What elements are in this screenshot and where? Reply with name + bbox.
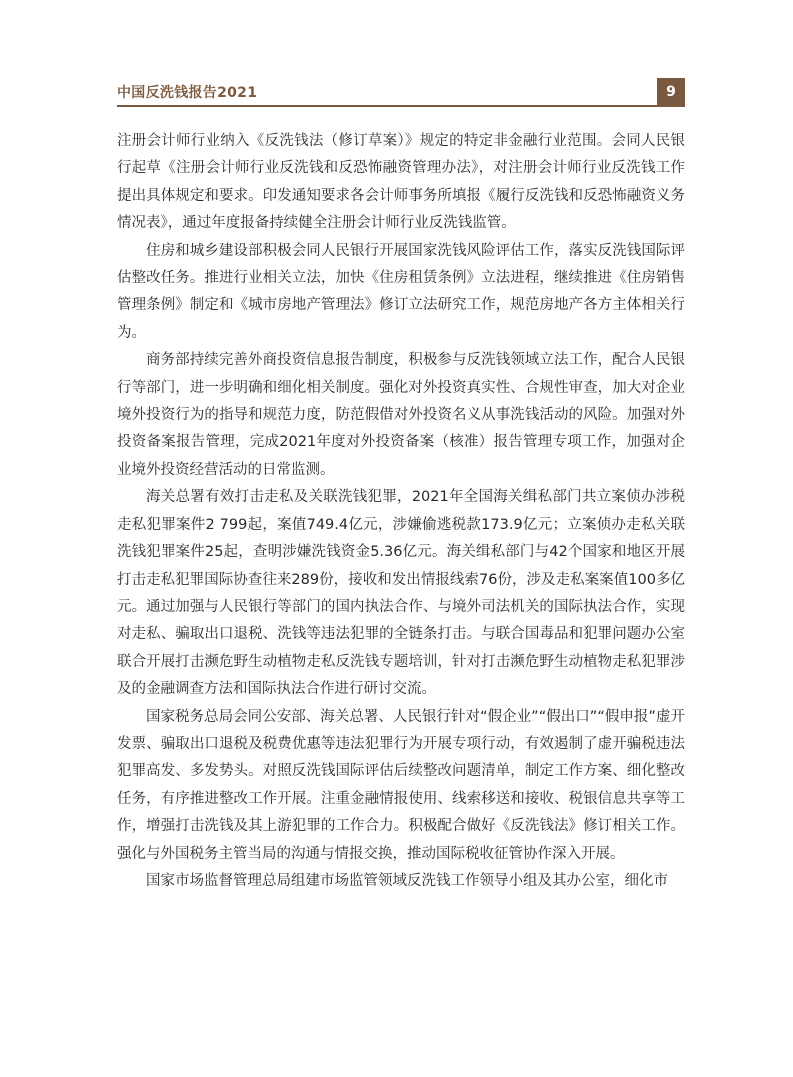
paragraph-market-regulation: 国家市场监督管理总局组建市场监管领域反洗钱工作领导小组及其办公室，细化市 bbox=[146, 872, 668, 889]
body-text bbox=[117, 128, 685, 895]
page-number: 9 bbox=[657, 78, 685, 106]
paragraph-commerce-ministry: 商务部持续完善外商投资信息报告制度，积极参与反洗钱领域立法工作，配合人民银行等部门，进一步明确和细化相关制度。强化对外投资真实性、合规性审查，加大对企业境外投资行为的指导和规范力度，防范假借对外投资名义从事洗钱活动的风险。加强对外投资备案报告管理，完成2021年度对外投资备案（核准）报告管理专项工作，加强对企业境外投资经营活动的日常监测。 bbox=[117, 352, 685, 478]
header-divider bbox=[117, 105, 685, 107]
page-header bbox=[117, 78, 685, 106]
paragraph-taxation: 国家税务总局会同公安部、海关总署、人民银行针对“假企业”“假出口”“假申报”虚开发票、骗取出口退税及税费优惠等违法犯罪行为开展专项行动，有效遏制了虚开骗税违法犯罪高发、多发势头。对照反洗钱国际评估后续整改问题清单，制定工作方案、细化整改任务，有序推进整改工作开展。注重金融情报使用、线索移送和接收、税银信息共享等工作，增强打击洗钱及其上游犯罪的工作合力。积极配合做好《反洗钱法》修订相关工作。强化与外国税务主管当局的沟通与情报交换，推动国际税收征管协作深入开展。 bbox=[117, 708, 685, 862]
paragraph-housing-ministry: 住房和城乡建设部积极会同人民银行开展国家洗钱风险评估工作，落实反洗钱国际评估整改任务。推进行业相关立法，加快《住房租赁条例》立法进程，继续推进《住房销售管理条例》制定和《城市房地产管理法》修订立法研究工作，规范房地产各方主体相关行为。 bbox=[117, 242, 685, 341]
paragraph-customs: 海关总署有效打击走私及关联洗钱犯罪，2021年全国海关缉私部门共立案侦办涉税走私犯罪案件2 799起，案值749.4亿元，涉嫌偷逃税款173.9亿元；立案侦办走私关联洗钱犯罪案件25起，查明涉嫌洗钱资金5.36亿元。海关缉私部门与42个国家和地区开展打击走私犯罪国际协查往来289份，接收和发出情报线索76份，涉及走私案案值100多亿元。通过加强与人民银行等部门的国内执法合作、与境外司法机关的国际执法合作，实现对走私、骗取出口退税、洗钱等违法犯罪的全链条打击。与联合国毒品和犯罪问题办公室联合开展打击濒危野生动植物走私反洗钱专题培训，针对打击濒危野生动植物走私犯罪涉及的金融调查方法和国际执法合作进行研讨交流。 bbox=[117, 489, 685, 698]
paragraph-cpa-industry: 注册会计师行业纳入《反洗钱法（修订草案）》规定的特定非金融行业范围。会同人民银行起草《注册会计师行业反洗钱和反恐怖融资管理办法》，对注册会计师行业反洗钱工作提出具体规定和要求。印发通知要求各会计师事务所填报《履行反洗钱和反恐怖融资义务情况表》，通过年度报备持续健全注册会计师行业反洗钱监管。 bbox=[117, 133, 685, 232]
report-title: 中国反洗钱报告2021 bbox=[117, 85, 258, 101]
